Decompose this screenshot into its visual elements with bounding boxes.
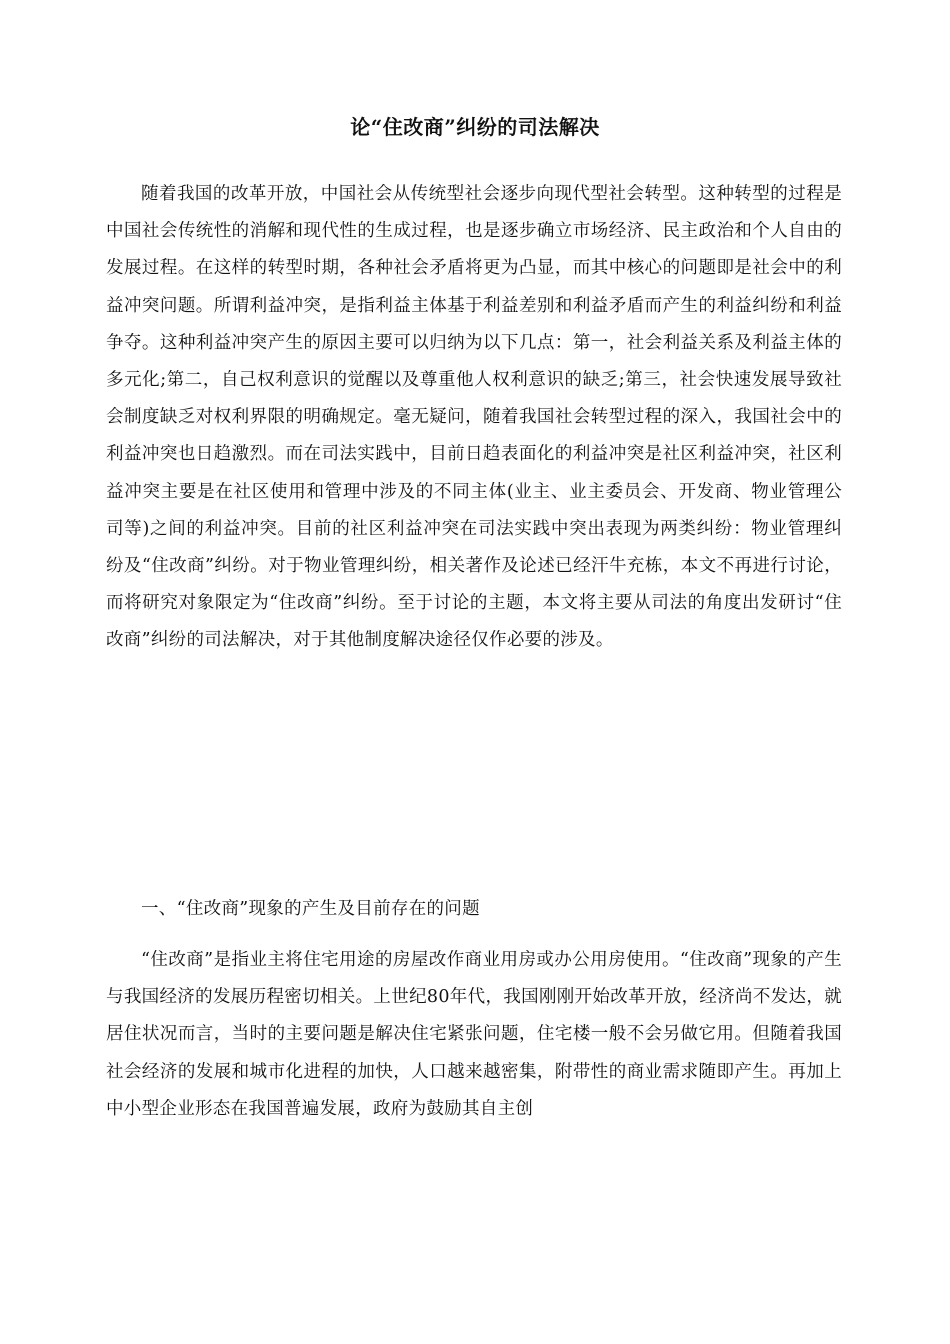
section-heading: 一、“住改商”现象的产生及目前存在的问题 xyxy=(141,899,480,919)
document-title: 论“住改商”纠纷的司法解决 xyxy=(350,115,600,139)
section-paragraph: “住改商”是指业主将住宅用途的房屋改作商业用房或办公用房使用。“住改商”现象的产生与我国经济的发展历程密切相关。上世纪80年代，我国刚刚开始改革开放，经济尚不发达，就居住状况而言，当时的主要问题是解决住宅紧张问题，住宅楼一般不会另做它用。但随着我国社会经济的发展和城市化进程的加快，人口越来越密集，附带性的商业需求随即产生。再加上中小型企业形态在我国普遍发展，政府为鼓励其自主创 xyxy=(106,950,842,1119)
intro-paragraph: 随着我国的改革开放，中国社会从传统型社会逐步向现代型社会转型。这种转型的过程是中国社会传统性的消解和现代性的生成过程，也是逐步确立市场经济、民主政治和个人自由的发展过程。在这样的转型时期，各种社会矛盾将更为凸显，而其中核心的问题即是社会中的利益冲突问题。所谓利益冲突，是指利益主体基于利益差别和利益矛盾而产生的利益纠纷和利益争夺。这种利益冲突产生的原因主要可以归纳为以下几点：第一，社会利益关系及利益主体的多元化;第二，自己权利意识的觉醒以及尊重他人权利意识的缺乏;第三，社会快速发展导致社会制度缺乏对权利界限的明确规定。毫无疑问，随着我国社会转型过程的深入，我国社会中的利益冲突也日趋激烈。而在司法实践中，目前日趋表面化的利益冲突是社区利益冲突，社区利益冲突主要是在社区使用和管理中涉及的不同主体(业主、业主委员会、开发商、物业管理公司等)之间的利益冲突。目前的社区利益冲突在司法实践中突出表现为两类纠纷：物业管理纠纷及“住改商”纠纷。对于物业管理纠纷，相关著作及论述已经汗牛充栋，本文不再进行讨论，而将研究对象限定为“住改商”纠纷。至于讨论的主题，本文将主要从司法的角度出发研讨“住改商”纠纷的司法解决，对于其他制度解决途径仅作必要的涉及。 xyxy=(106,184,842,651)
